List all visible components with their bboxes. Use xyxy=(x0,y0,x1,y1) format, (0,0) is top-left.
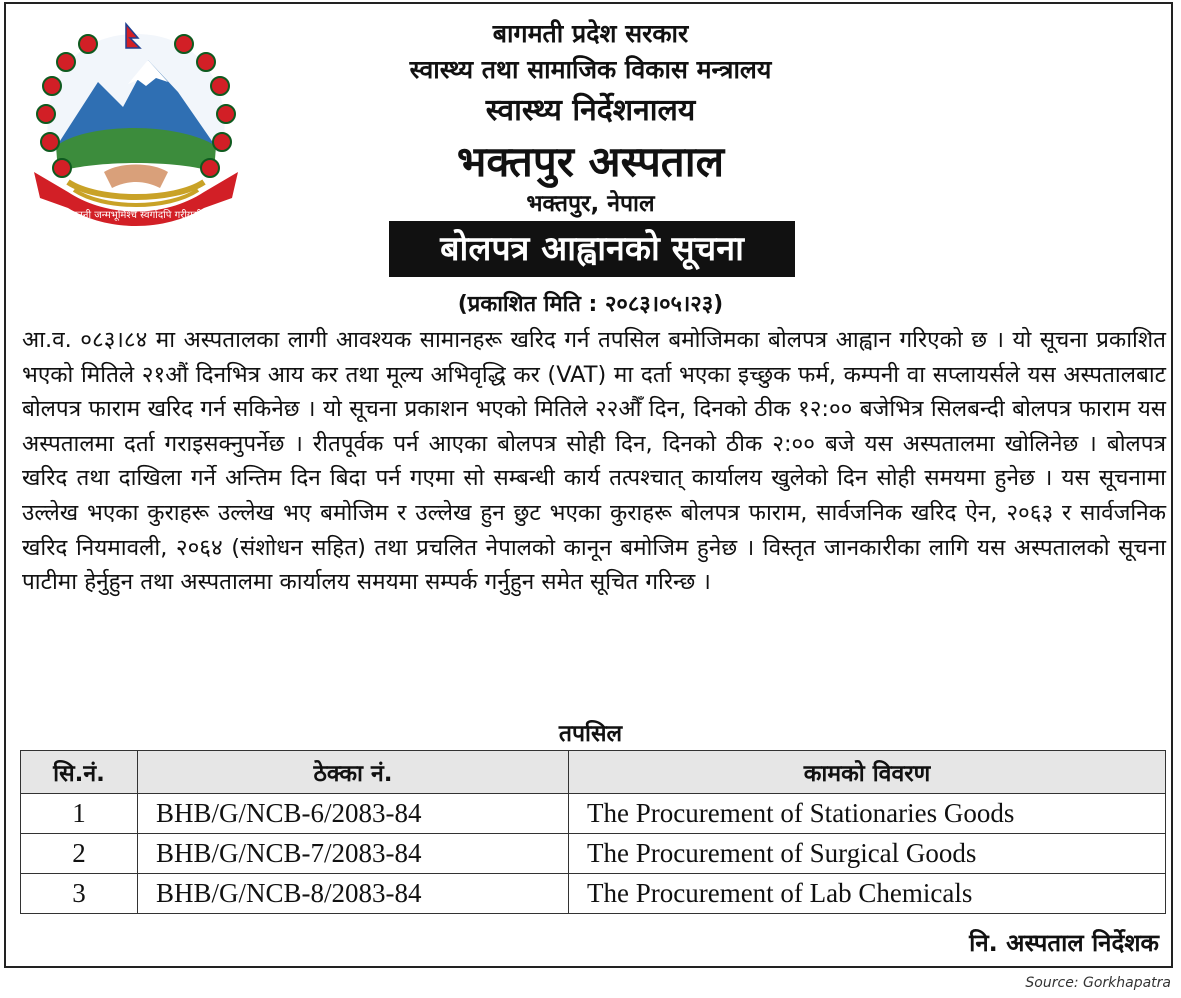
table-header-row xyxy=(21,751,1166,794)
table-caption: तपसिल xyxy=(558,721,623,747)
row-sn: 1 xyxy=(21,794,138,834)
emblem-motto: जननी जन्मभूमिश्च स्वर्गादपि गरीयसी xyxy=(69,210,203,221)
header-contract-no: ठेक्का नं. xyxy=(138,751,569,794)
notice-body: आ.व. ०८३।८४ मा अस्पतालका लागी आवश्यक सामानहरू खरिद गर्न तपसिल बमोजिमका बोलपत्र आह्वान गरिएको छ । यो सूचना प्रकाशित भएको मितिले २१औं दिनभित्र आय कर तथा मूल्य अभिवृद्धि कर (VAT) मा दर्ता भएका इच्छुक फर्म, कम्पनी वा सप्लायर्सले यस अस्पतालबाट बोलपत्र फाराम खरिद गर्न सकिनेछ । यो सूचना प्रकाशन भएको मितिले २२औँ दिन, दिनको ठीक १२:०० बजेभित्र सिलबन्दी बोलपत्र फाराम यस अस्पतालमा दर्ता गराइसक्नुपर्नेछ । रीतपूर्वक पर्न आएका बोलपत्र सोही दिन, दिनको ठीक २:०० बजे यस अस्पतालमा खोलिनेछ । बोलपत्र खरिद तथा दाखिला गर्ने अन्तिम दिन बिदा पर्न गएमा सो सम्बन्धी कार्य तत्पश्चात् कार्यालय खुलेको दिन सोही समयमा हुनेछ । यस सूचनामा उल्लेख भएका कुराहरू उल्लेख भए बमोजिम र उल्लेख हुन छुट भएका कुराहरू बोलपत्र फाराम, सार्वजनिक खरिद ऐन, २०६३ र सार्वजनिक खरिद नियमावली, २०६४ (संशोधन सहित) तथा प्रचलित नेपालको कानून बमोजिम हुनेछ । विस्तृत जानकारीका लागि यस अस्पतालको सूचना पाटीमा हेर्नुहुन तथा अस्पतालमा कार्यालय समयमा सम्पर्क गर्नुहुन समेत सूचित गरिन्छ । xyxy=(22,327,1166,596)
notice-title: बोलपत्र आह्वानको सूचना xyxy=(389,221,795,277)
publish-date: (प्रकाशित मिति : २०८३।०५।२३) xyxy=(457,292,724,317)
header-sn: सि.नं. xyxy=(21,751,138,794)
source-credit: Source: Gorkhapatra xyxy=(1025,975,1171,991)
signatory: नि. अस्पताल निर्देशक xyxy=(969,929,1159,957)
row-contract-no: BHB/G/NCB-8/2083-84 xyxy=(138,874,569,914)
table-row xyxy=(21,874,1166,914)
table-row xyxy=(21,834,1166,874)
header-description: कामको विवरण xyxy=(569,751,1166,794)
row-description: The Procurement of Lab Chemicals xyxy=(569,874,1166,914)
row-description: The Procurement of Surgical Goods xyxy=(569,834,1166,874)
row-contract-no: BHB/G/NCB-6/2083-84 xyxy=(138,794,569,834)
row-contract-no: BHB/G/NCB-7/2083-84 xyxy=(138,834,569,874)
table-row xyxy=(21,794,1166,834)
row-sn: 2 xyxy=(21,834,138,874)
tender-table xyxy=(20,750,1166,914)
ministry-name: स्वास्थ्य तथा सामाजिक विकास मन्त्रालय xyxy=(409,55,772,84)
directorate-name: स्वास्थ्य निर्देशनालय xyxy=(485,93,696,128)
province-government: बागमती प्रदेश सरकार xyxy=(492,19,689,48)
row-sn: 3 xyxy=(21,874,138,914)
hospital-address: भक्तपुर, नेपाल xyxy=(526,191,655,217)
hospital-name: भक्तपुर अस्पताल xyxy=(456,137,725,186)
row-description: The Procurement of Stationaries Goods xyxy=(569,794,1166,834)
